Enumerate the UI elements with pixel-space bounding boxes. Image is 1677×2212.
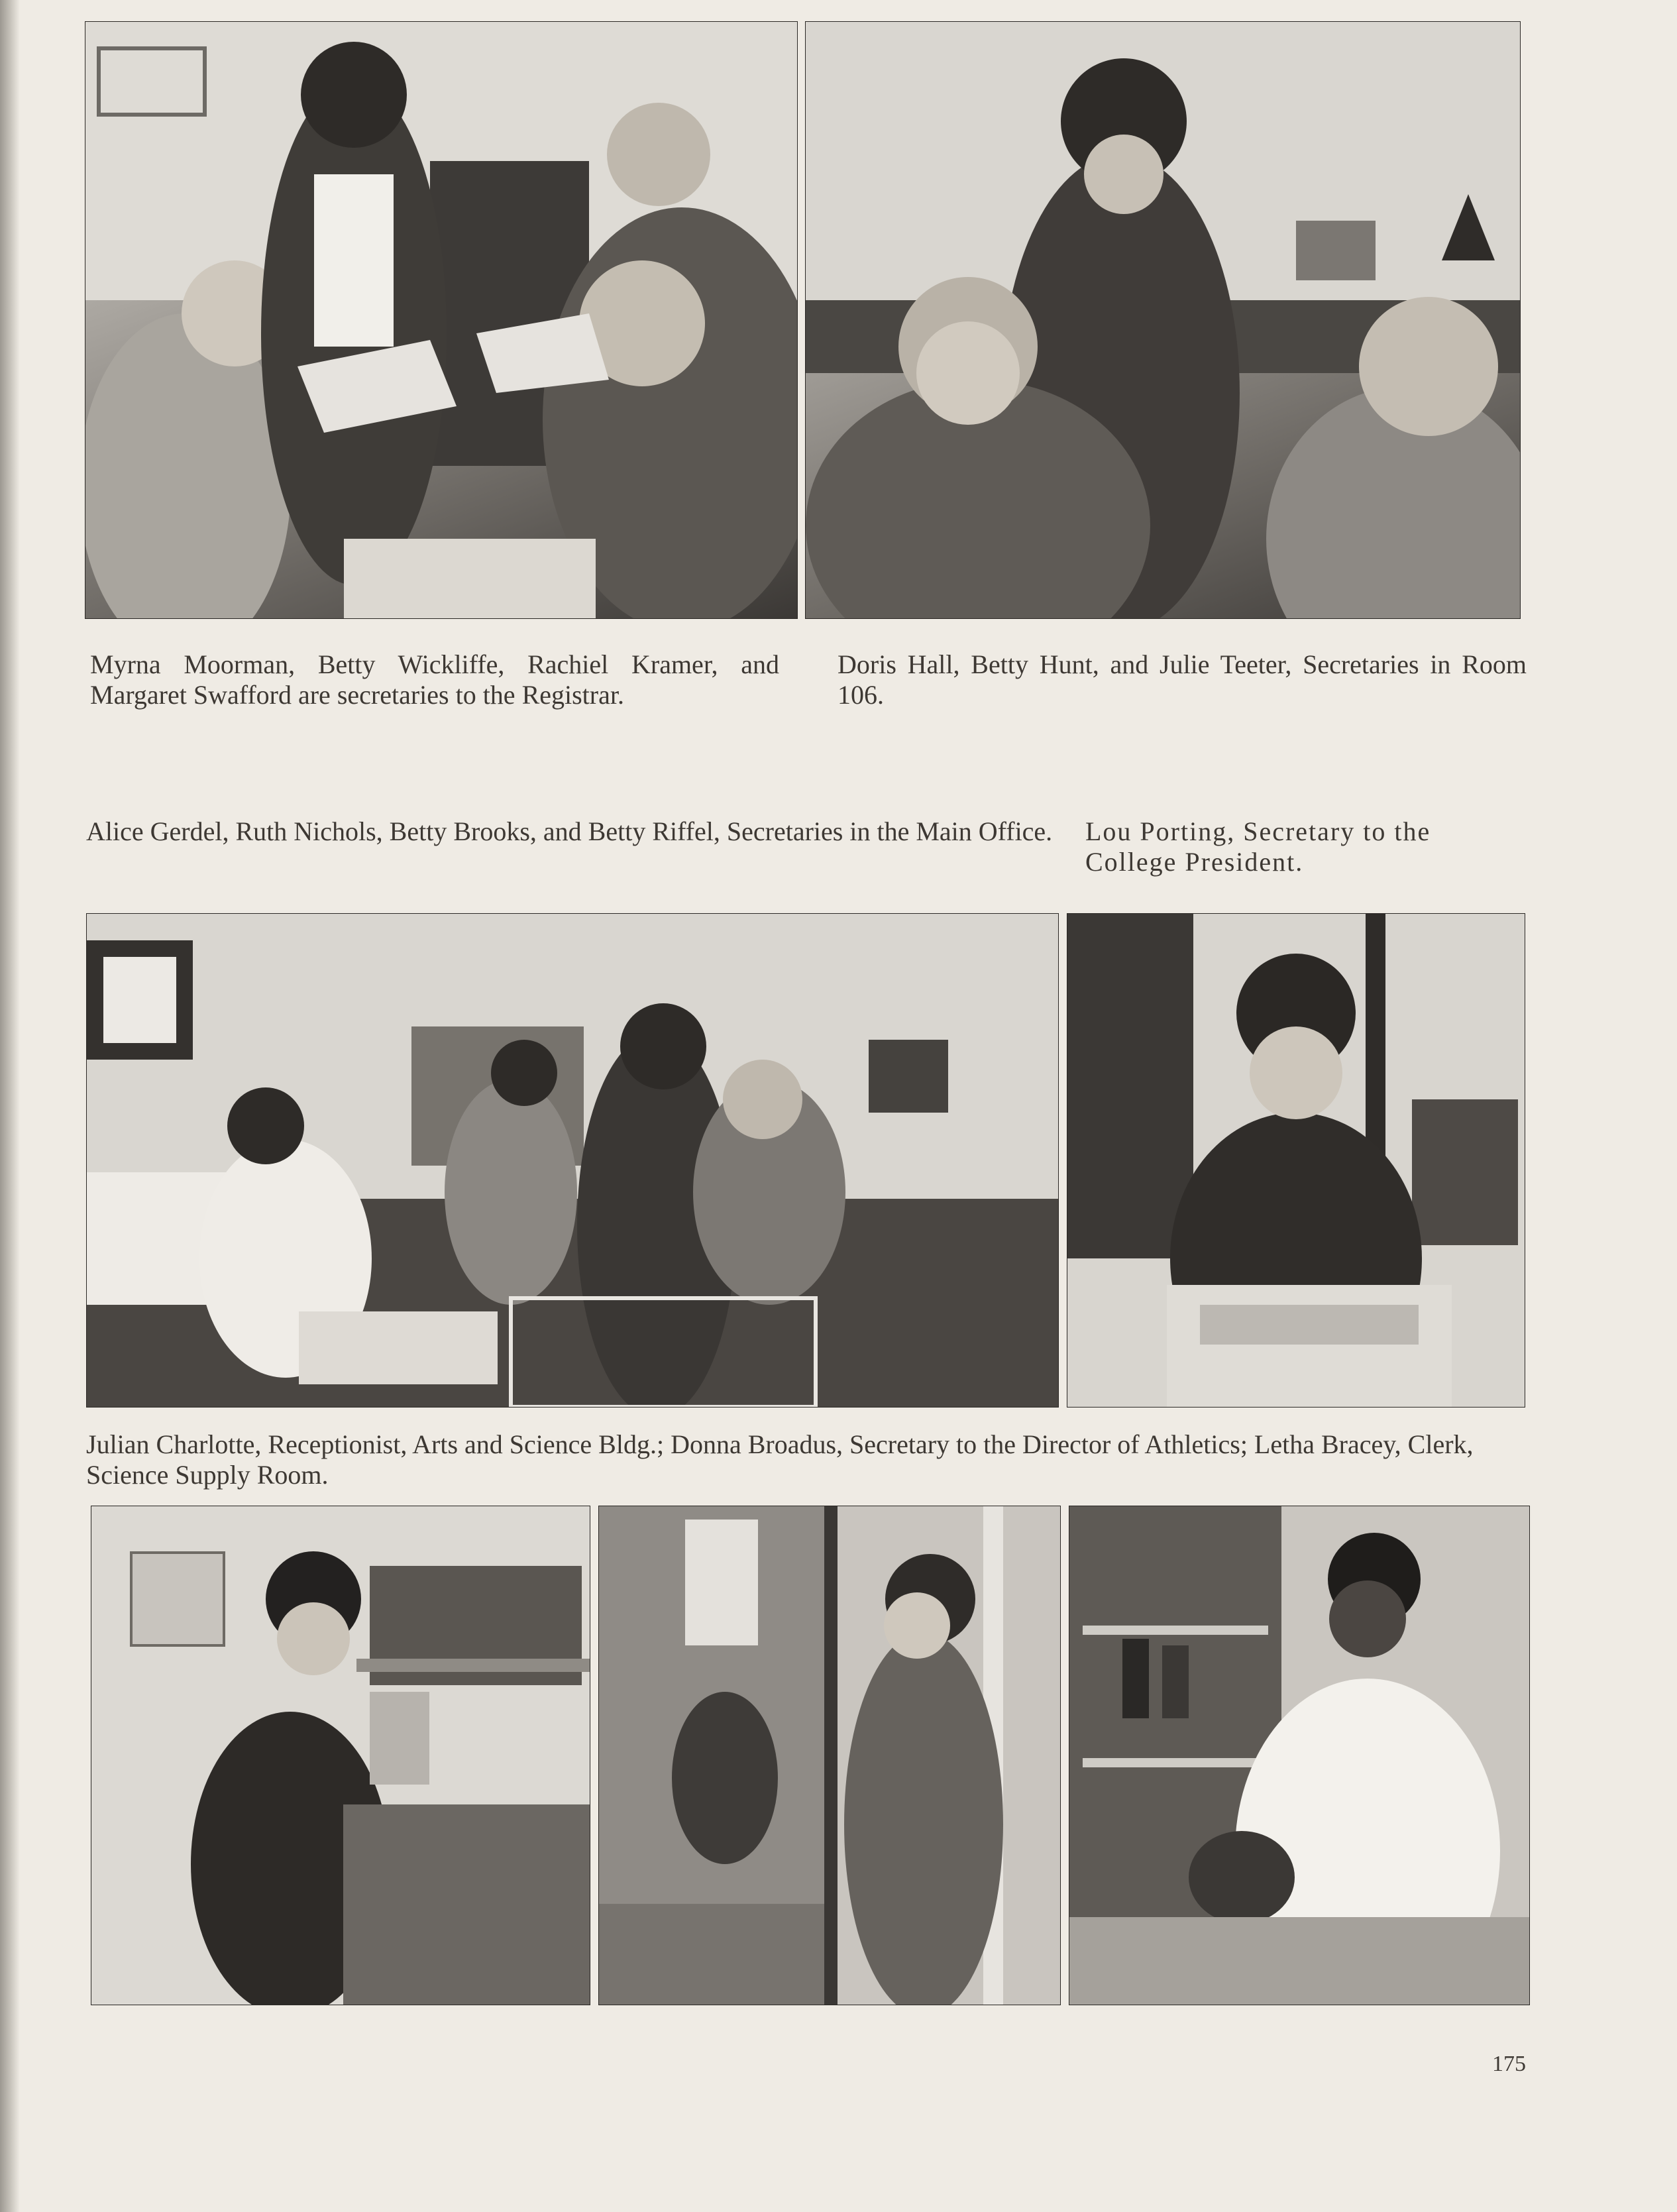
caption-main-office: Alice Gerdel, Ruth Nichols, Betty Brooks, and Betty Riffel, Secretaries in the Main Office. bbox=[86, 816, 1053, 846]
photo-receptionist-arts-science bbox=[91, 1506, 590, 2005]
photo-registrar-secretaries bbox=[85, 21, 798, 619]
photo-main-office-secretaries bbox=[86, 913, 1059, 1408]
caption-bottom-row: Julian Charlotte, Receptionist, Arts and Science Bldg.; Donna Broadus, Secretary to the Director of Athletics; Letha Bracey, Clerk, Science Supply Room. bbox=[86, 1429, 1474, 1490]
page-number: 175 bbox=[1492, 2052, 1526, 2076]
photo-college-president-secretary bbox=[1067, 913, 1525, 1408]
caption-college-president: Lou Porting, Secretary to the College President. bbox=[1085, 816, 1431, 877]
photo-science-supply-clerk bbox=[1069, 1506, 1530, 2005]
photo-athletics-secretary bbox=[598, 1506, 1061, 2005]
photo-room-106-secretaries bbox=[805, 21, 1521, 619]
caption-registrar: Myrna Moorman, Betty Wickliffe, Rachiel Kramer, and Margaret Swafford are secretaries to the Registrar. bbox=[90, 649, 779, 710]
book-gutter-shadow bbox=[0, 0, 20, 2212]
caption-room-106: Doris Hall, Betty Hunt, and Julie Teeter, Secretaries in Room 106. bbox=[838, 649, 1527, 710]
